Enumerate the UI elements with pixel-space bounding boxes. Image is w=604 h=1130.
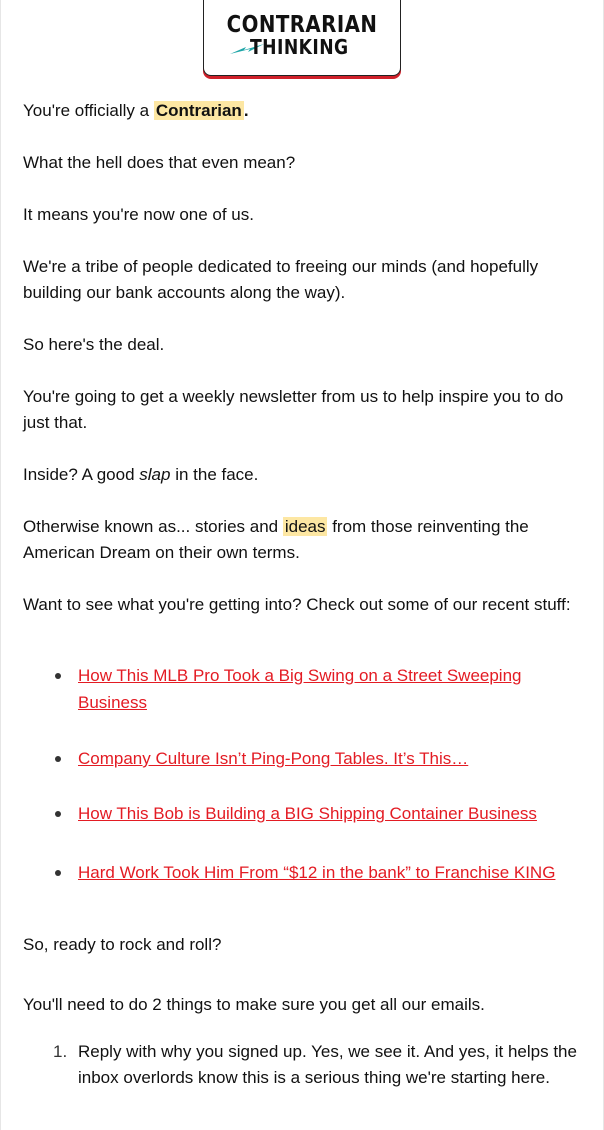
article-link-1[interactable]: How This MLB Pro Took a Big Swing on a Street Sweeping Business <box>78 666 522 712</box>
step-number: 1. <box>53 1042 68 1061</box>
step-text: Reply with why you signed up. Yes, we see it. And yes, it helps the inbox overlords know this is a serious thing we're starting here. <box>78 1042 577 1087</box>
list-item <box>78 859 578 886</box>
article-link-2[interactable]: Company Culture Isn’t Ping-Pong Tables. It’s This… <box>78 749 469 768</box>
logo-text-contrarian: CONTRARIAN <box>226 12 378 38</box>
p6-post: in the face. <box>170 465 259 484</box>
paragraph-9: So, ready to rock and roll? <box>23 935 222 954</box>
bullet-icon <box>55 811 61 817</box>
p7-post: from those reinventing the American Dream on their own terms. <box>23 517 529 562</box>
paragraph-4: So here's the deal. <box>23 335 165 354</box>
intro-paragraph <box>23 98 583 124</box>
bullet-icon <box>55 673 61 679</box>
paragraph-10: You'll need to do 2 things to make sure you get all our emails. <box>23 995 485 1014</box>
intro-highlight: Contrarian <box>155 101 242 120</box>
logo-text-thinking: THINKING <box>250 35 349 59</box>
paragraph-7 <box>23 514 583 566</box>
p6-pre: Inside? A good <box>23 465 140 484</box>
left-edge <box>0 0 1 1130</box>
brand-logo <box>203 0 401 76</box>
p6-emphasis: slap <box>139 465 171 484</box>
paragraph-1: What the hell does that even mean? <box>23 153 296 172</box>
numbered-step <box>53 1039 598 1091</box>
p7-pre: Otherwise known as... stories and <box>23 517 283 536</box>
bullet-icon <box>55 756 61 762</box>
bullet-icon <box>55 870 61 876</box>
list-item <box>78 745 578 772</box>
intro-text: You're officially a <box>23 101 154 120</box>
intro-period: . <box>243 101 249 120</box>
paragraph-8: Want to see what you're getting into? Check out some of our recent stuff: <box>23 595 571 614</box>
paragraph-5: You're going to get a weekly newsletter from us to help inspire you to do just that. <box>23 387 564 432</box>
paragraph-6 <box>23 462 583 488</box>
p7-highlight: ideas <box>284 517 326 536</box>
article-link-4[interactable]: Hard Work Took Him From “$12 in the bank” to Franchise KING <box>78 863 556 882</box>
article-link-3[interactable]: How This Bob is Building a BIG Shipping Container Business <box>78 804 537 823</box>
paragraph-3: We're a tribe of people dedicated to freeing our minds (and hopefully building our bank accounts along the way). <box>23 257 539 302</box>
list-item <box>78 800 578 827</box>
paragraph-2: It means you're now one of us. <box>23 205 254 224</box>
list-item <box>78 662 578 716</box>
